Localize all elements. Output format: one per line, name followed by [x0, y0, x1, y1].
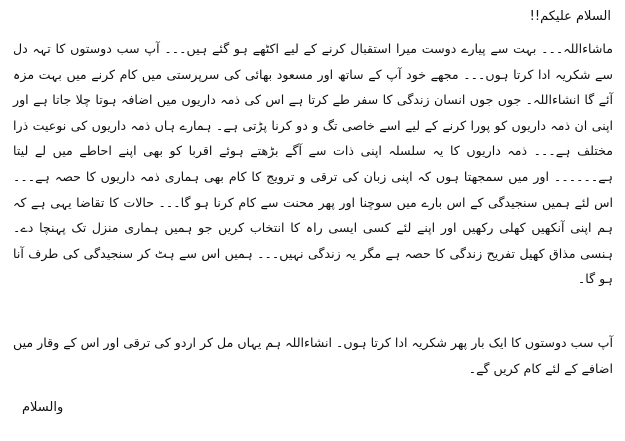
letter-closing: آپ سب دوستوں کا ایک بار پھر شکریہ ادا کرتا ہوں۔ انشاءاللہ ہم یہاں مل کر اردو کی ترقی اور اس کے وقار میں اضافے کے لئے کام کریں گے۔ — [13, 335, 613, 376]
letter-body: ماشاءاللہ۔۔۔ بہت سے پیارے دوست میرا استقبال کرنے کے لیے اکٹھے ہو گئے ہیں۔۔۔ آپ سب دوستوں کا تہہ دل سے شکریہ ادا کرتا ہوں۔۔۔ مجھے خود آپ کے ساتھ اور مسعود بھائی کی سرپرستی میں کام کرنے میں بہت مزہ آئے گا انشاءاللہ۔ جوں جوں انسان زندگی کا سفر طے کرتا ہے اس کی ذمہ داریوں میں اضافہ ہوتا چلا جاتا ہے اور اپنی ان ذمہ داریوں کو پورا کرنے کے لیے اسے خاصی تگ و دو کرنا پڑتی ہے۔ ہمارے ہاں ذمہ داریوں کی نوعیت ذرا مختلف ہے۔۔۔ ذمہ داریوں کا یہ سلسلہ اپنی ذات سے آگے بڑھتے ہوئے اقربا کو بھی اپنے احاطے میں لے لیتا ہے۔۔۔۔۔۔ اور میں سمجھتا ہوں کہ اپنی زبان کی ترقی و ترویج کا کام بھی ہماری ذمہ داریوں کا حصہ ہے۔۔۔ اس لئے ہمیں سنجیدگی کے اس بارے میں سوچنا اور پھر محنت سے کام کرنا ہو گا۔۔۔ حالات کا تقاضا یہی ہے کہ ہم اپنی آنکھیں کھلی رکھیں اور اپنے لئے کسی ایسی راہ کا انتخاب کریں جو ہمیں ہماری منزل تک پہنچا دے۔ ہنسی مذاق کھیل تفریح زندگی کا حصہ ہے مگر یہ زندگی نہیں۔۔۔ ہمیں اس سے ہٹ کر سنجیدگی کی طرف آنا ہو گا۔ — [13, 41, 613, 287]
letter-signoff: والسلام — [22, 400, 64, 415]
letter-greeting: السلام علیکم!! — [529, 9, 611, 24]
